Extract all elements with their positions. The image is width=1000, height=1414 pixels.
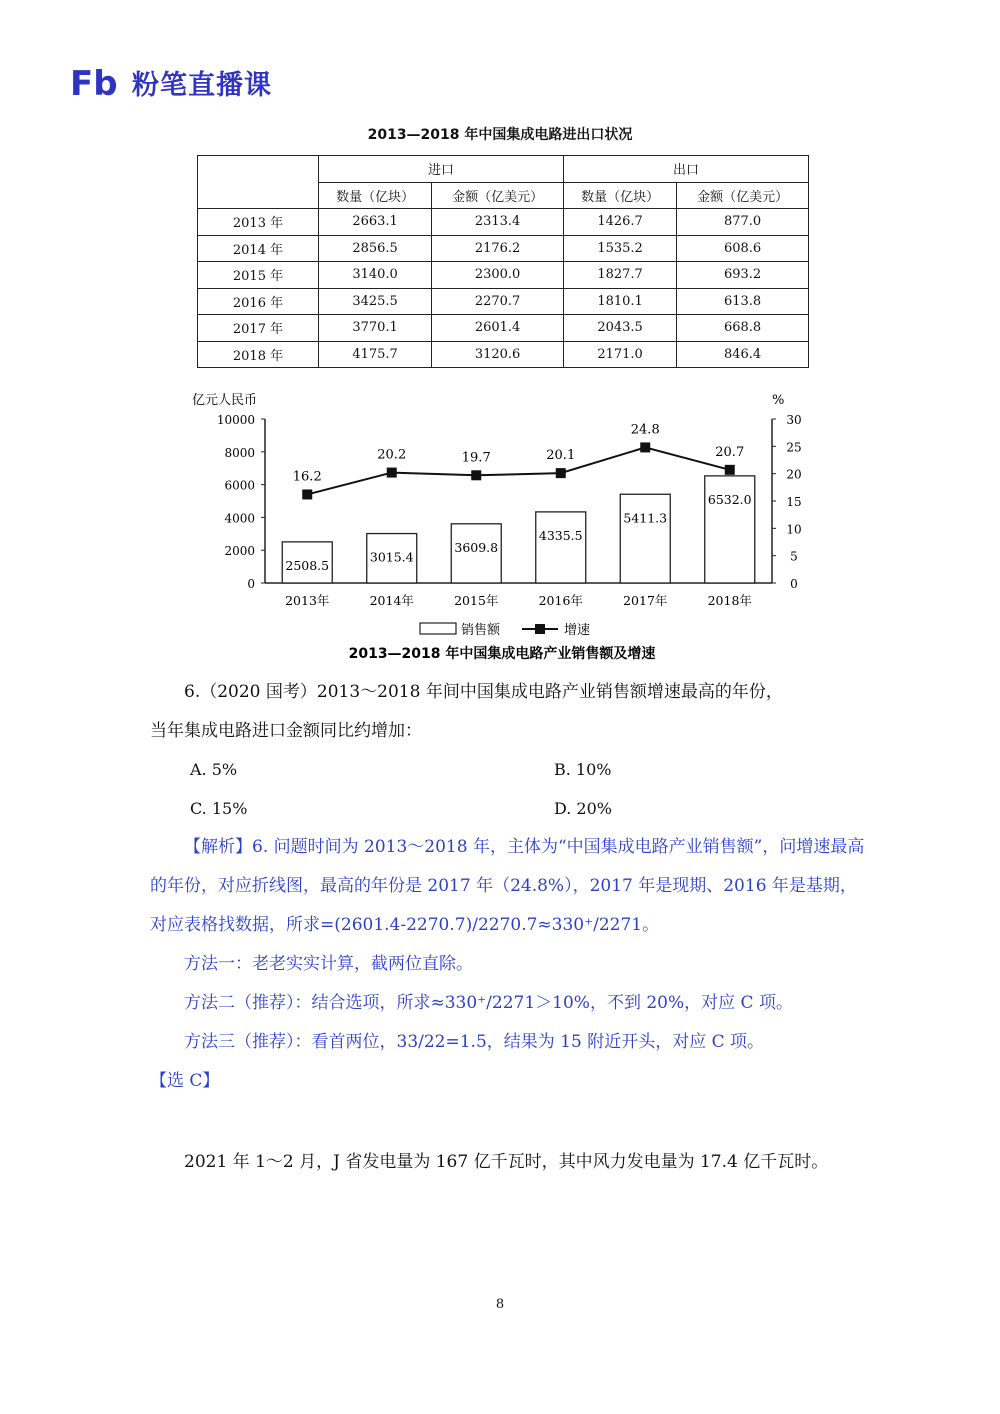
import-header: 进口	[319, 156, 564, 183]
x-tick-label: 2017年	[623, 593, 668, 608]
value-cell: 608.6	[677, 235, 809, 262]
value-cell: 1810.1	[563, 288, 676, 315]
year-cell: 2017 年	[198, 315, 319, 342]
growth-point	[471, 470, 481, 480]
year-cell: 2016 年	[198, 288, 319, 315]
value-cell: 2176.2	[432, 235, 564, 262]
option-b: B. 10%	[554, 760, 612, 779]
y2-tick-label: 5	[790, 549, 798, 564]
y-tick-label: 10000	[216, 413, 255, 427]
brand-header	[70, 62, 272, 102]
method-three: 方法三（推荐）：看首两位，33/22=1.5，结果为 15 附近开头，对应 C 项。	[184, 1032, 765, 1052]
y-tick-label: 8000	[224, 445, 255, 460]
import-export-table	[197, 155, 809, 368]
value-cell: 4175.7	[319, 341, 432, 368]
value-cell: 1535.2	[563, 235, 676, 262]
y-axis-title: 亿元人民币	[192, 393, 258, 408]
year-cell: 2013 年	[198, 209, 319, 236]
question-line-2: 当年集成电路进口金额同比约增加：	[150, 721, 422, 741]
growth-line	[307, 447, 730, 494]
analysis-paragraph	[150, 828, 865, 945]
y2-tick-label: 10	[786, 522, 802, 537]
legend-line-marker	[535, 624, 545, 634]
value-cell: 2313.4	[432, 209, 564, 236]
answer: 【选 C】	[150, 1071, 220, 1091]
table-row	[198, 262, 809, 289]
value-cell: 693.2	[677, 262, 809, 289]
value-cell: 2270.7	[432, 288, 564, 315]
fenbi-logo-icon	[70, 62, 122, 102]
question-line-1: 6.（2020 国考）2013～2018 年间中国集成电路产业销售额增速最高的年份，	[184, 682, 783, 702]
bar-label: 5411.3	[623, 510, 668, 526]
method-two: 方法二（推荐）：结合选项，所求≈330⁺/2271＞10%，不到 20%，对应 C 项。	[184, 993, 793, 1013]
table-row	[198, 235, 809, 262]
value-cell: 2856.5	[319, 235, 432, 262]
year-cell: 2014 年	[198, 235, 319, 262]
growth-label: 16.2	[292, 469, 322, 485]
bar-label: 2508.5	[285, 557, 330, 573]
value-cell: 668.8	[677, 315, 809, 342]
growth-label: 20.7	[715, 444, 745, 460]
growth-label: 20.1	[546, 448, 576, 464]
value-cell: 3425.5	[319, 288, 432, 315]
table-group-header-row	[198, 156, 809, 183]
growth-label: 20.2	[377, 447, 407, 463]
table-corner-cell	[198, 156, 319, 209]
value-cell: 1827.7	[563, 262, 676, 289]
growth-point	[387, 468, 397, 478]
growth-label: 24.8	[630, 422, 660, 438]
y-tick-label: 6000	[224, 478, 255, 493]
growth-point	[556, 468, 566, 478]
table-row	[198, 315, 809, 342]
y2-tick-label: 0	[790, 577, 798, 591]
growth-label: 19.7	[461, 450, 491, 466]
y2-tick-label: 20	[786, 467, 802, 482]
bar-label: 4335.5	[538, 527, 583, 543]
y2-tick-label: 25	[786, 440, 802, 455]
table-title: 2013—2018 年中国集成电路进出口状况	[367, 127, 633, 143]
sales-growth-chart	[182, 388, 822, 663]
table-row	[198, 288, 809, 315]
page-number: 8	[495, 1297, 505, 1312]
analysis-text: 6. 问题时间为 2013～2018 年，主体为“中国集成电路产业销售额”，问增速最高的年份，对应折线图，最高的年份是 2017 年（24.8%），2017 年是现期、2016 年是基期，对应表格找数据，所求=(2601.4-2270.7)/2270.7≈330⁺/2271。	[150, 837, 865, 935]
brand-name: 粉笔直播课	[132, 69, 272, 101]
value-cell: 2601.4	[432, 315, 564, 342]
table-row	[198, 209, 809, 236]
y-tick-label: 4000	[224, 511, 255, 526]
y2-tick-label: 30	[786, 413, 802, 427]
legend-bar-swatch	[420, 623, 456, 634]
next-material-text: 2021 年 1～2 月，J 省发电量为 167 亿千瓦时，其中风力发电量为 17.4 亿千瓦时。	[184, 1152, 829, 1172]
growth-point	[640, 442, 650, 452]
value-cell: 3140.0	[319, 262, 432, 289]
table-row	[198, 341, 809, 368]
value-cell: 2171.0	[563, 341, 676, 368]
sub-header: 金额（亿美元）	[677, 182, 809, 209]
y-tick-label: 0	[247, 577, 255, 591]
legend-line-label: 增速	[564, 623, 591, 638]
x-tick-label: 2013年	[285, 593, 330, 608]
sub-header: 金额（亿美元）	[432, 182, 564, 209]
bar	[536, 512, 586, 583]
bar-label: 3015.4	[369, 549, 414, 565]
analysis-block	[150, 828, 865, 1101]
bar-label: 6532.0	[707, 491, 752, 507]
option-c: C. 15%	[190, 799, 248, 818]
year-cell: 2015 年	[198, 262, 319, 289]
x-tick-label: 2016年	[538, 593, 583, 608]
sub-header: 数量（亿块）	[563, 182, 676, 209]
bar-label: 3609.8	[454, 539, 499, 555]
question-block	[150, 673, 865, 751]
legend-bar-label: 销售额	[461, 623, 501, 638]
method-one: 方法一：老老实实计算，截两位直除。	[184, 954, 473, 974]
growth-point	[725, 465, 735, 475]
y2-tick-label: 15	[786, 495, 802, 509]
svg-text:Fb: Fb	[70, 64, 118, 102]
sub-header: 数量（亿块）	[319, 182, 432, 209]
value-cell: 613.8	[677, 288, 809, 315]
y-tick-label: 2000	[224, 544, 255, 559]
option-d: D. 20%	[554, 799, 612, 818]
value-cell: 2663.1	[319, 209, 432, 236]
value-cell: 2043.5	[563, 315, 676, 342]
year-cell: 2018 年	[198, 341, 319, 368]
value-cell: 877.0	[677, 209, 809, 236]
chart-title: 2013—2018 年中国集成电路产业销售额及增速	[348, 646, 656, 662]
bar	[620, 494, 670, 583]
x-tick-label: 2014年	[369, 593, 414, 608]
value-cell: 846.4	[677, 341, 809, 368]
x-tick-label: 2018年	[707, 593, 752, 608]
option-a: A. 5%	[190, 760, 238, 779]
export-header: 出口	[563, 156, 808, 183]
y2-axis-title: %	[772, 393, 785, 408]
growth-point	[302, 489, 312, 499]
analysis-label: 【解析】	[184, 837, 252, 857]
value-cell: 2300.0	[432, 262, 564, 289]
x-tick-label: 2015年	[454, 593, 499, 608]
value-cell: 1426.7	[563, 209, 676, 236]
value-cell: 3770.1	[319, 315, 432, 342]
next-material	[150, 1143, 865, 1182]
value-cell: 3120.6	[432, 341, 564, 368]
